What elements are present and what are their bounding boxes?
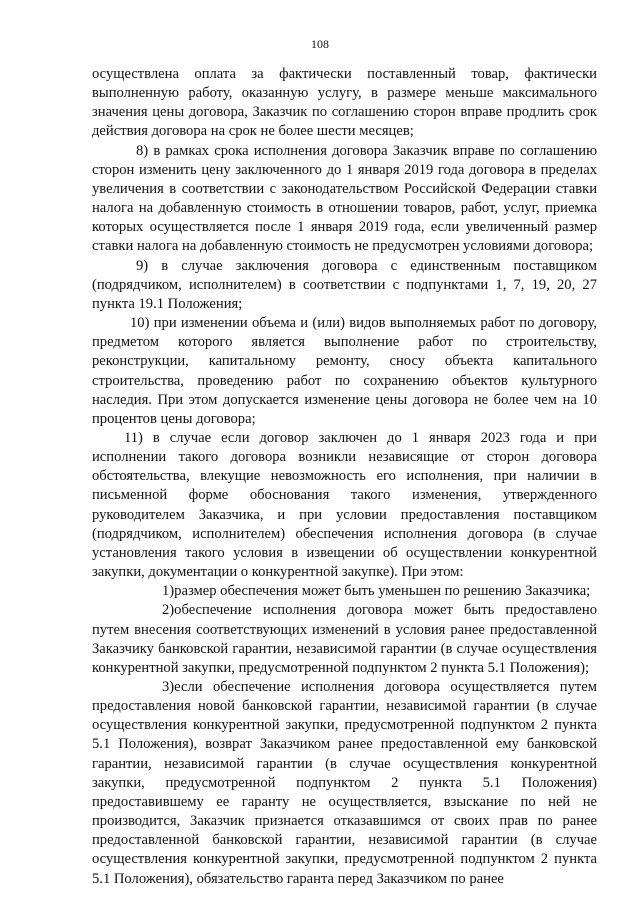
sub-item-number: 2) xyxy=(162,602,175,619)
sub-item-1 xyxy=(92,582,597,601)
sub-item-number: 1) xyxy=(162,583,175,600)
sub-item-text: размер обеспечения может быть уменьшен по решению Заказчика; xyxy=(174,583,591,600)
sub-item-3 xyxy=(92,678,597,889)
page-number: 108 xyxy=(311,37,329,51)
sub-item-2 xyxy=(92,601,597,678)
sub-item-text: если обеспечение исполнения договора осуществляется путем предоставления новой банковской гарантии, независимой гарантии (в случае осуществления конкурентной закупки, предусмотренной подпунктом 2 пункта 5.1 Положения), возврат Заказчиком ранее предоставленной ему банковской гарантии, независимой гарантии (в случае осуществления конкурентной закупки, предусмотренной подпунктом 2 пункта 5.1 Положения) предоставившему ее гаранту не осуществляется, взыскание по ней не производится, Заказчик признается отказавшимся от своих прав по ранее предоставленной банковской гарантии, независимой гарантии (в случае осуществления конкурентной закупки, предусмотренной подпунктом 2 пункта 5.1 Положения), обязательство гаранта перед Заказчиком по ранее xyxy=(92,679,597,887)
paragraph-item-10: 10) при изменении объема и (или) видов выполняемых работ по договору, предметом которого является выполнение работ по строительству, реконструкции, капитальному ремонту, сносу объекта капитального строительства, проведению работ по сохранению объектов культурного наследия. При этом допускается изменение цены договора не более чем на 10 процентов цены договора; xyxy=(92,315,597,427)
paragraph-item-11: 11) в случае если договор заключен до 1 января 2023 года и при исполнении такого договора возникли независящие от сторон договора обстоятельства, влекущие невозможность его исполнения, при наличии в письменной форме обоснования такого изменения, утвержденного руководителем Заказчика, и при условии предоставления поставщиком (подрядчиком, исполнителем) обеспечения исполнения договора (в случае установления такого условия в извещении об осуществлении конкурентной закупки, документации о конкурентной закупке). При этом: xyxy=(92,429,597,581)
sub-item-text: обеспечение исполнения договора может быть предоставлено путем внесения соответствующих изменений в условия ранее предоставленной Заказчику банковской гарантии, независимой гарантии (в случае осуществления конкурентной закупки, предусмотренной подпунктом 2 пункта 5.1 Положения); xyxy=(92,602,597,676)
sub-item-number: 3) xyxy=(162,679,175,695)
paragraph-continuation: осуществлена оплата за фактически поставленный товар, фактически выполненную работу, оказанную услугу, в размере меньше максимального значения цены договора, Заказчик по соглашению сторон вправе продлить срок действия договора на срок не более шести месяцев; xyxy=(92,66,597,140)
document-body xyxy=(92,65,597,889)
paragraph-item-9: 9) в случае заключения договора с единственным поставщиком (подрядчиком, исполнителем) в соответствии с подпунктами 1, 7, 19, 20, 27 пункта 19.1 Положения; xyxy=(92,257,597,312)
paragraph-item-8: 8) в рамках срока исполнения договора Заказчик вправе по соглашению сторон изменить цену заключенного до 1 января 2019 года договора в пределах увеличения в соответствии с законодательством Российской Федерации ставки налога на добавленную стоимость в отношении товаров, работ, услуг, приемка которых осуществляется после 1 января 2019 года, если увеличенный размер ставки налога на добавленную стоимость не предусмотрен условиями договора; xyxy=(92,142,597,255)
